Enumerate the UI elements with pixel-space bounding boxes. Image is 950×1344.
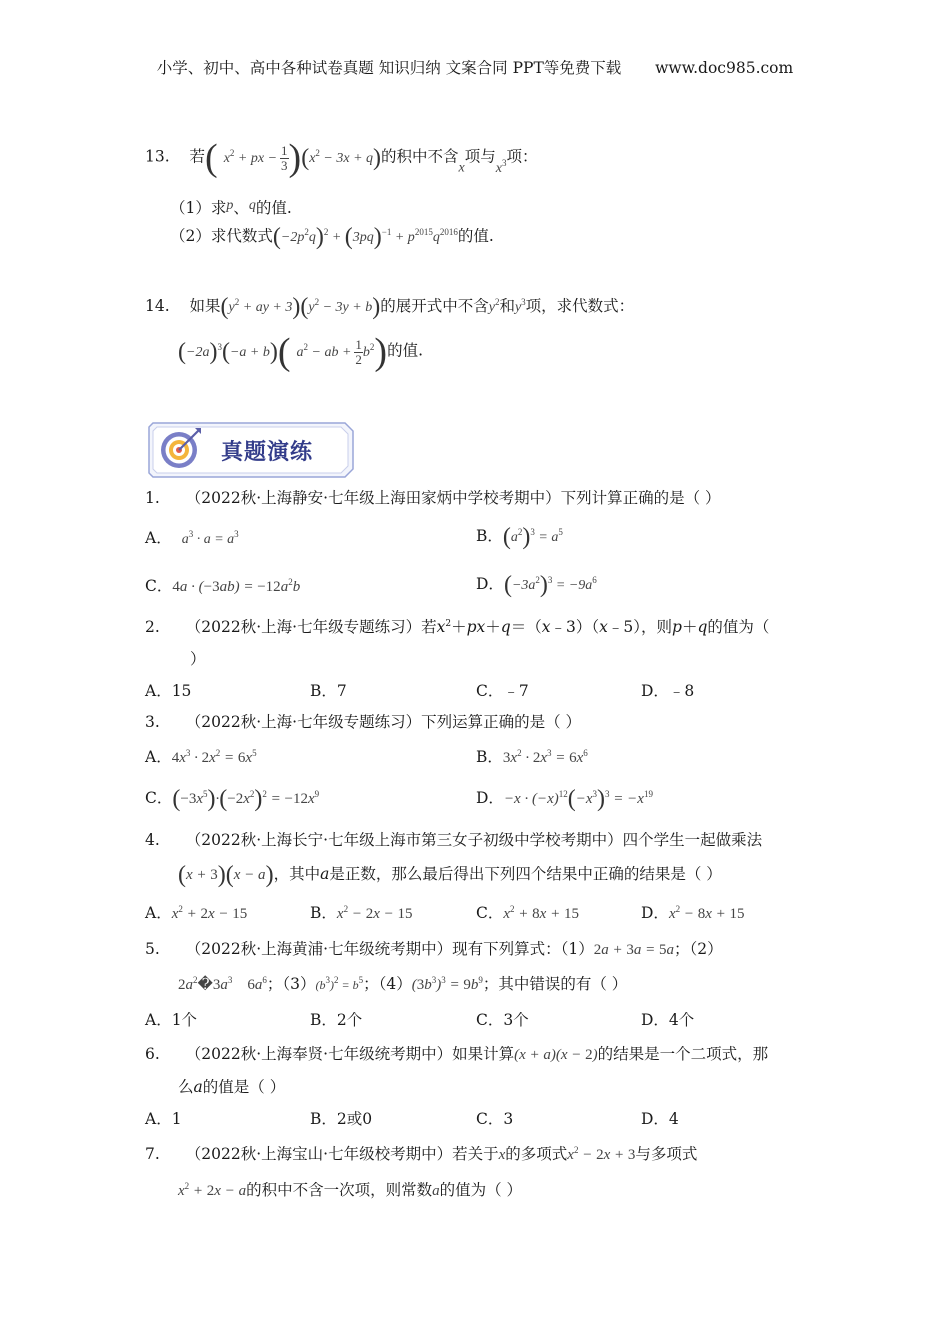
q6-option-d[interactable]: D．4	[641, 1110, 679, 1128]
header-url[interactable]: www.doc985.com	[655, 59, 794, 77]
q6-line2: 么	[178, 1078, 194, 1096]
question-number: 13.	[145, 147, 170, 166]
question-4-line2	[178, 862, 722, 888]
q14-y2: $y^2$	[488, 297, 500, 315]
option-math: $(a^2)^3 = a^5$	[502, 524, 563, 550]
option-label: B．	[476, 748, 503, 766]
q4-option-c[interactable]	[476, 903, 579, 924]
option-math: $x^2 - 8x + 15$	[668, 904, 745, 922]
q4-expr: (x + 3)(x − a)	[178, 862, 274, 888]
q13-lead: 若	[189, 147, 206, 166]
q5-option-b[interactable]: B．2个	[310, 1011, 363, 1029]
q13-expr1: ( $x^2$ + px − $\frac{1}{3}$ )$(x^2 - 3x + q)$	[205, 136, 382, 179]
question-6	[145, 1044, 768, 1065]
header-text: 小学、初中、高中各种试卷真题 知识归纳 文案合同 PPT等免费下载	[156, 59, 622, 77]
q13-sub1-pre: （1）求	[170, 199, 227, 217]
question-7-line2	[178, 1180, 522, 1201]
q7-a: a	[432, 1183, 440, 1199]
q6-option-c[interactable]: C．3	[476, 1110, 514, 1128]
q1-option-d[interactable]	[476, 574, 597, 596]
q13-mid: 的积中不含	[381, 147, 459, 166]
q1-text: （2022秋·上海静安·七年级上海田家炳中学校考期中）下列计算正确的是（ ）	[185, 489, 721, 507]
page-header	[0, 58, 950, 78]
question-14-line1	[145, 296, 634, 318]
q6-text: （2022秋·上海奉贤·七年级统考期中）如果计算	[185, 1045, 515, 1063]
banner-title: 真题演练	[221, 440, 314, 465]
option-label: C．	[476, 904, 504, 922]
q4-text: （2022秋·上海长宁·七年级上海市第三女子初级中学校考期中）四个学生一起做乘法	[185, 831, 763, 849]
q3-option-c[interactable]	[145, 786, 320, 812]
q7-expr1: $x^2 - 2x + 3$	[567, 1145, 636, 1163]
q13-mid2: 项与	[464, 147, 496, 166]
q7-x: x	[498, 1147, 506, 1163]
option-label: D．	[476, 575, 504, 593]
option-label: D．	[641, 904, 669, 922]
question-number: 1.	[145, 489, 160, 507]
q13-p: p	[226, 198, 234, 213]
q3-option-d[interactable]	[476, 786, 653, 812]
option-label: A．	[145, 529, 172, 547]
q14-mid: 的展开式中不含	[380, 297, 489, 315]
option-label: B．	[310, 904, 337, 922]
q5-expr2: $2a^2�3a^3$ $6a^6$	[178, 975, 267, 993]
q2-text3: ﹣3）（	[550, 618, 600, 636]
question-2: 2. （2022秋·上海·七年级专题练习）若$x^2+px+q=(x﹣3)(x﹣5)$，则p＋q的值为（	[145, 618, 770, 636]
section-banner	[145, 419, 357, 481]
question-number: 7.	[145, 1145, 160, 1163]
option-label: C．	[145, 789, 173, 807]
q7-text-b: 的多项式	[505, 1145, 568, 1163]
option-label: A．	[145, 748, 172, 766]
q3-option-b[interactable]	[476, 747, 588, 768]
question-1	[145, 488, 721, 508]
q5-expr4: $(3b^3)^3 = 9b^9$	[411, 975, 483, 993]
q7-line2b: 的值为（ ）	[439, 1181, 523, 1199]
q2-option-a[interactable]: A．15	[145, 682, 192, 700]
q7-expr2: $x^2 + 2x - a$	[178, 1181, 247, 1199]
question-number: 6.	[145, 1045, 160, 1063]
question-3	[145, 712, 581, 732]
option-math: $(-3a^2)^3 = -9a^6$	[503, 572, 597, 598]
q6-text-b: 的结果是一个二项式，那	[597, 1045, 769, 1063]
option-math: $4x^3 \cdot 2x^2 = 6x^5$	[171, 748, 257, 766]
q4-a: a	[320, 865, 330, 883]
question-7	[145, 1144, 697, 1165]
option-label: A．	[145, 904, 172, 922]
question-4	[145, 830, 762, 850]
option-math: $x^2 + 8x + 15$	[503, 904, 579, 922]
q1-option-c[interactable]	[145, 576, 300, 597]
question-number: 5.	[145, 940, 160, 958]
q13-q: q	[248, 198, 256, 213]
q13-x3: $x^3$	[495, 157, 507, 176]
question-number: 2.	[145, 618, 160, 636]
q14-expr2: $(-2a)^3(-a + b)$( $a^2$ − ab + $\frac{1}{2}$ $b^2$)	[178, 330, 388, 373]
q6-option-b[interactable]: B．2或0	[310, 1110, 373, 1128]
question-5-line2	[178, 974, 627, 995]
q6-option-a[interactable]: A．1	[145, 1110, 182, 1128]
q5-expr3: $(b^3)^2 = b^5$	[315, 975, 364, 992]
option-math: $3x^2 \cdot 2x^3 = 6x^6$	[502, 748, 588, 766]
q4-option-a[interactable]	[145, 903, 247, 924]
question-number: 14.	[145, 297, 170, 315]
q2-text2: ＝（	[510, 618, 542, 636]
q4-line2: ，其中	[273, 865, 321, 883]
q5-text-b: ；（2）	[673, 940, 723, 958]
question-13-sub2	[170, 226, 494, 248]
option-label: C．	[145, 577, 173, 595]
q6-expr: (x + a)(x − 2)	[514, 1047, 598, 1063]
q5-option-a[interactable]: A．1个	[145, 1011, 198, 1029]
q5-option-d[interactable]: D．4个	[641, 1011, 695, 1029]
q1-option-b[interactable]	[476, 526, 563, 548]
q7-text: （2022秋·上海宝山·七年级校考期中）若关于	[185, 1145, 499, 1163]
q13-tail: 项：	[506, 147, 538, 166]
q7-line2: 的积中不含一次项，则常数	[246, 1181, 433, 1199]
q14-expr1: ($y^2$ + ay + $3)(y^2 - 3y + b)$	[220, 294, 381, 320]
q5-expr1: 2a + 3a = 5a	[593, 942, 674, 958]
option-label: B．	[476, 527, 503, 545]
question-5	[145, 939, 723, 960]
q2-option-b[interactable]: B．7	[310, 682, 347, 700]
option-math: $-x \cdot (-x)^{12}(-x^3)^3 = -x^{19}$	[503, 786, 653, 812]
q2-text4: ﹣5），则	[607, 618, 672, 636]
option-math: $x^2 - 2x - 15$	[336, 904, 413, 922]
q5-option-c[interactable]: C．3个	[476, 1011, 529, 1029]
q5-line2-c: ；其中错误的有（ ）	[482, 975, 628, 993]
q2-text: （2022秋·上海·七年级专题练习）若	[185, 618, 437, 636]
q13-expr2: $(-2p^2q)^2 + (3pq)^{-1} + p^{2015}q^{2016}$	[272, 224, 458, 250]
q14-lead: 如果	[189, 297, 221, 315]
q5-line2-a: ；（3）	[266, 975, 316, 993]
option-math: $a^3 \cdot a = a^3$	[181, 529, 239, 547]
q2-option-c[interactable]: C．﹣7	[476, 682, 529, 700]
q5-line2-b: ；（4）	[363, 975, 412, 993]
q7-text-c: 与多项式	[635, 1145, 698, 1163]
q4-option-d[interactable]	[641, 903, 745, 924]
q6-a: a	[193, 1078, 203, 1096]
option-math: $(-3x^5)\cdot(-2x^2)^2 = -12x^9$	[172, 786, 320, 812]
option-label: D．	[476, 789, 504, 807]
q13-sub1-tail: 的值.	[255, 199, 292, 217]
q14-and: 和	[499, 297, 515, 315]
option-math: $x^2 + 2x - 15$	[171, 904, 248, 922]
q13-x: x	[458, 160, 465, 176]
question-6-line2	[178, 1077, 285, 1097]
q4-option-b[interactable]	[310, 903, 412, 924]
q4-line2b: 是正数，那么最后得出下列四个结果中正确的结果是（ ）	[329, 865, 722, 883]
q2-math-1: x	[436, 618, 446, 636]
q1-option-a[interactable]	[145, 528, 239, 550]
question-13-sub1	[170, 196, 292, 218]
q5-text: （2022秋·上海黄浦·七年级统考期中）现有下列算式：（1）	[185, 940, 594, 958]
q6-line2b: 的值是（ ）	[202, 1078, 286, 1096]
q13-sub2-pre: （2）求代数式	[170, 227, 273, 245]
q14-y3: $y^3$	[514, 297, 526, 315]
question-13-line1	[145, 136, 538, 179]
q2-option-d[interactable]: D．﹣8	[641, 682, 695, 700]
q3-text: （2022秋·上海·七年级专题练习）下列运算正确的是（ ）	[185, 713, 582, 731]
q13-sub1-sep: 、	[233, 199, 249, 217]
q14-tail: 项，求代数式：	[525, 297, 635, 315]
q2-text5: 的值为（	[707, 618, 770, 636]
question-number: 3.	[145, 713, 160, 731]
question-number: 4.	[145, 831, 160, 849]
q2-close: ）	[190, 650, 206, 668]
q3-option-a[interactable]	[145, 747, 257, 768]
question-14-line2	[178, 330, 424, 373]
q14-line2-tail: 的值.	[387, 341, 424, 360]
q13-sub2-tail: 的值.	[457, 227, 494, 245]
option-math: $4a \cdot (-3ab) = -12a^2b$	[172, 577, 301, 595]
